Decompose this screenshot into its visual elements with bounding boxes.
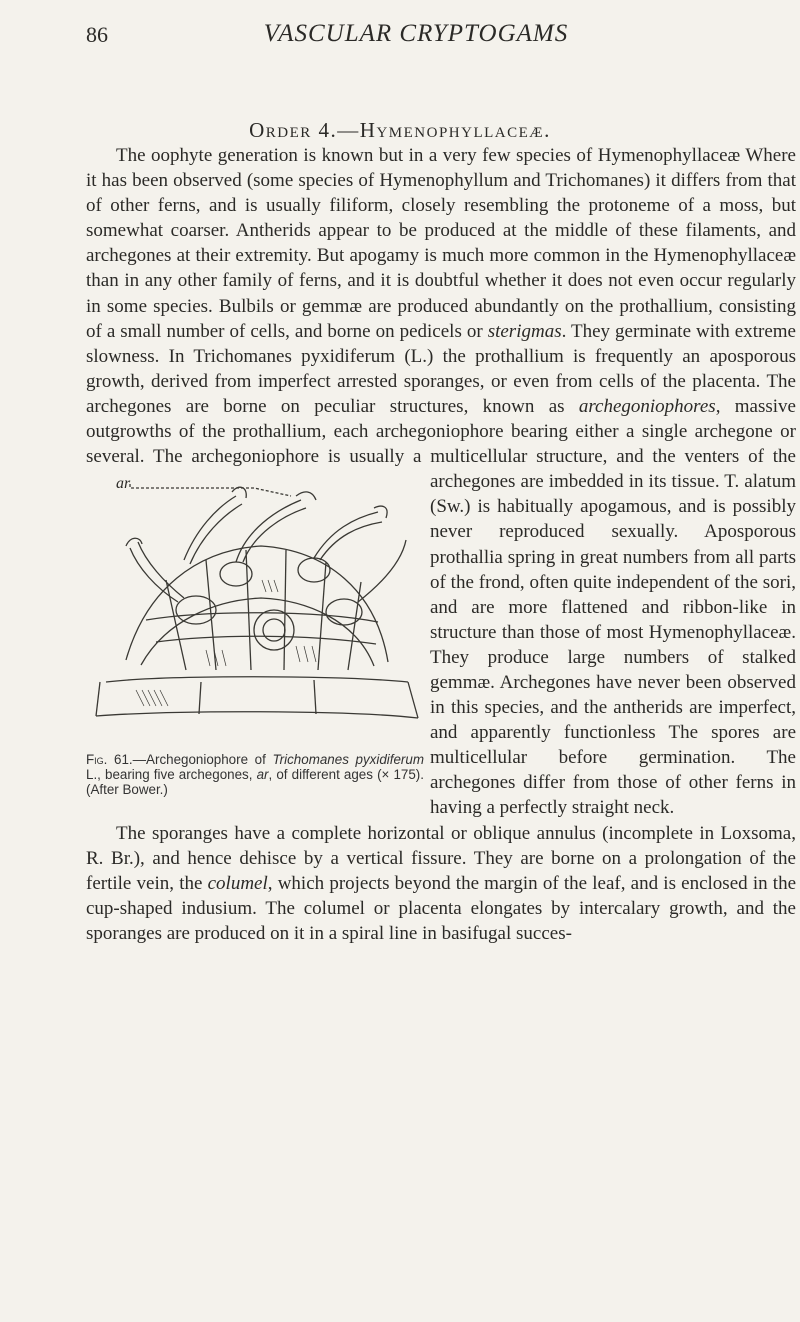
figure-label-ar: ar [116, 475, 131, 492]
paragraph-2-text-a: The sporanges have a complete horizontal or oblique annulus (incomplete in Loxsoma, R. Br.), and hence dehisce by a vertical fissure. They are borne on a prolongation of the fertile vein, the [86, 822, 796, 894]
paragraph-1-text-a: The oophyte generation is known but in a very few species of Hymenophyllaceæ Where it has been observed (some species of Hymenophyllum and Trichomanes) it differs from that of other ferns, and is usually filiform, closely resembling the protoneme of a moss, but somewhat coarser. Antherids appear to be produced at the middle of these filaments, and archegones at their extremity. But apogamy is much more common in the Hymenophyllaceæ than in any other family of ferns, and it is doubtful whether it does not even occur regularly in some species. Bulbils or gemmæ are produced abundantly on the prothallium, consisting of a small number of cells, and borne on pedicels or [86, 145, 796, 342]
term-columel: columel [207, 872, 268, 894]
page-header [86, 16, 746, 56]
page-number: 86 [86, 22, 108, 47]
caption-text-mid: L., bearing five archegones, [86, 767, 257, 782]
caption-ar: ar [256, 767, 269, 782]
figure-caption [86, 752, 424, 797]
figure-61 [86, 470, 424, 800]
caption-number: Fig. 61. [86, 752, 133, 767]
caption-text-pre: —Archegoniophore of [132, 752, 273, 767]
section-title: Order 4.—Hymenophyllaceæ. [249, 118, 551, 142]
running-title: VASCULAR CRYPTOGAMS [263, 20, 569, 47]
paragraph-1-text-c: , massive outgrowths of the prothallium, each archegoniophore bearing either a single archegone or several. The archegoniophore is usually a multicellular structure, and the venters of the archegones are imbedded in its tissue. T. alatum (Sw.) is habitually apogamous, and is possibly never reproduced sexually. Aposporous prothallia spring in great numbers from all parts of the frond, often quite independent of the sori, and are more flattened and ribbon-like in structure than those of most Hymenophyllaceæ. They produce large numbers of stalked gemmæ. Archegones have never been observed in this species, and the antherids are imperfect, and apparently functionless The spores are multicellular before germination. The archegones differ from those of other ferns in having a perfectly straight neck. [86, 395, 796, 819]
archegoniophore-illustration [86, 470, 424, 745]
paragraph-2-text-b: , which projects beyond the margin of the leaf, and is enclosed in the cup-shaped indusium. The columel or placenta elongates by intercalary growth, and the sporanges are produced on it in a spiral line in basifugal succes- [86, 872, 797, 944]
paragraph-1-text-b: . They germinate with extreme slowness. In Trichomanes pyxidiferum (L.) the prothallium is frequently an aposporous growth, derived from imperfect arrested sporanges, or even from cells of the placenta. The archegones are borne on peculiar structures, known as [86, 320, 796, 417]
caption-text-post: , of different ages (× 175). (After Bower.) [86, 767, 424, 797]
paragraph-2 [86, 821, 796, 946]
term-sterigmas: sterigmas [487, 320, 562, 342]
term-archegoniophores: archegoniophores [578, 395, 716, 417]
caption-species: Trichomanes pyxidiferum [272, 752, 424, 767]
